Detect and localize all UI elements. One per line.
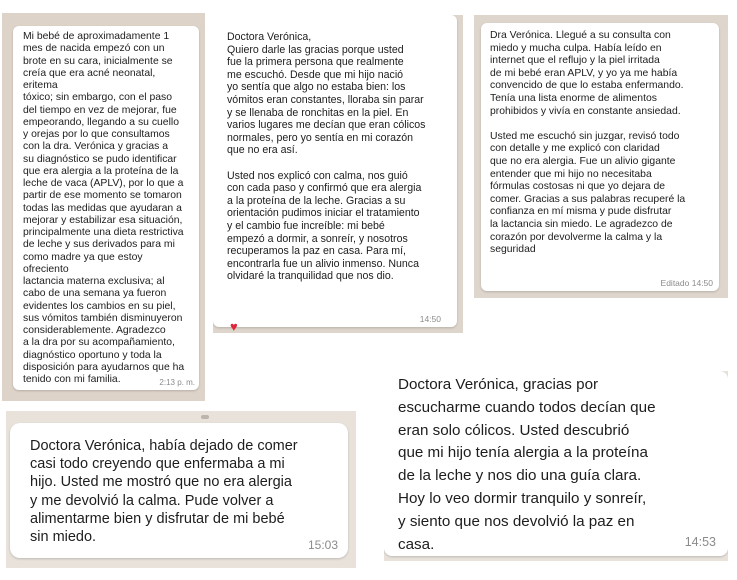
message-timestamp: 15:03 bbox=[307, 538, 338, 552]
chat-screenshot-1 bbox=[2, 13, 205, 401]
message-timestamp: Editado 14:50 bbox=[660, 278, 713, 288]
heart-reaction-icon[interactable]: ♥ bbox=[230, 319, 238, 333]
message-bubble[interactable] bbox=[384, 371, 728, 556]
message-text: Mi bebé de aproximadamente 1 mes de nacida empezó con un brote en su cara, inicialmente se creía que era acné neonatal, eritema tóxico; sin embargo, con el paso del tiempo en vez de mejorar, fue empeorando, llegando a su cuello y orejas por lo que consultamos con la dra. Verónica y gracias a su diagnóstico se pudo identificar que era alergia a la proteína de la leche de vaca (APLV), por lo que a partir de ese momento se tomaron todas las medidas que ayudaran a mejorar y estabilizar esa situación, principalmente una dieta restrictiva de leche y sus derivados para mi como madre ya que estoy ofreciento lactancia materna exclusiva; al cabo de una semana ya fueron evidentes los cambios en su piel, sus vómitos también disminuyeron considerablemente. Agradezco a la dra por su acompañamiento, diagnóstico oportuno y toda la disposición para ayudarnos que ha tenido con mi familia. bbox=[23, 31, 185, 385]
message-text: Doctora Verónica, Quiero darle las gracias porque usted fue la primera persona que realmente me escuchó. Desde que mi hijo nació yo sentía que algo no estaba bien: los vómitos eran constantes, lloraba sin parar y se llenaba de ronchitas en la piel. En varios lugares me decían que eran cólicos normales, pero yo sentía en mi corazón que no era así. Usted nos explicó con calma, nos guió con cada paso y confirmó que era alergia a la proteína de la leche. Gracias a su orientación pudimos iniciar el tratamiento y el cambio fue increíble: mi bebé empezó a dormir, a sonreír, y nosotros recuperamos la paz en casa. Para mí, encontrarla fue un alivio inmenso. Nunca olvidaré la tranquilidad que nos dio. bbox=[227, 31, 426, 283]
message-bubble[interactable] bbox=[213, 15, 457, 327]
scroll-indicator bbox=[201, 415, 209, 419]
message-bubble[interactable] bbox=[13, 26, 199, 390]
chat-screenshot-2 bbox=[213, 15, 463, 333]
message-bubble[interactable] bbox=[10, 423, 348, 558]
message-timestamp: 14:53 bbox=[684, 535, 716, 549]
message-timestamp: 14:50 bbox=[419, 314, 441, 324]
message-text: Doctora Verónica, había dejado de comer casi todo creyendo que enfermaba a mi hijo. Usted me mostró que no era alergia y me devolvió la calma. Pude volver a alimentarme bien y disfrutar de mi bebé sin miedo. bbox=[30, 438, 298, 546]
message-bubble[interactable] bbox=[481, 23, 719, 291]
chat-screenshot-3 bbox=[474, 15, 728, 298]
message-timestamp: 2:13 p. m. bbox=[159, 378, 195, 387]
message-text: Dra Verónica. Llegué a su consulta con miedo y mucha culpa. Había leído en internet que el reflujo y la piel irritada de mi bebé eran APLV, y yo ya me había convencido de que lo estaba enfermando. Tenía una lista enorme de alimentos prohibidos y vivía en constante ansiedad. Usted me escuchó sin juzgar, revisó todo con detalle y me explicó con claridad que no era alergia. Fue un alivio gigante entender que mi hijo no necesitaba fórmulas costosas ni que yo dejara de comer. Gracias a sus palabras recuperé la confianza en mí misma y pude disfrutar la lactancia sin miedo. Le agradezco de corazón por devolverme la calma y la seguridad bbox=[490, 30, 686, 256]
chat-screenshot-4 bbox=[6, 411, 356, 568]
chat-screenshot-5 bbox=[384, 371, 728, 561]
message-text: Doctora Verónica, gracias por escucharme cuando todos decían que eran solo cólicos. Usted descubrió que mi hijo tenía alergia a la proteína de la leche y nos dio una guía clara. Hoy lo veo dormir tranquilo y sonreír, y siento que nos devolvió la paz en casa. bbox=[398, 376, 656, 553]
